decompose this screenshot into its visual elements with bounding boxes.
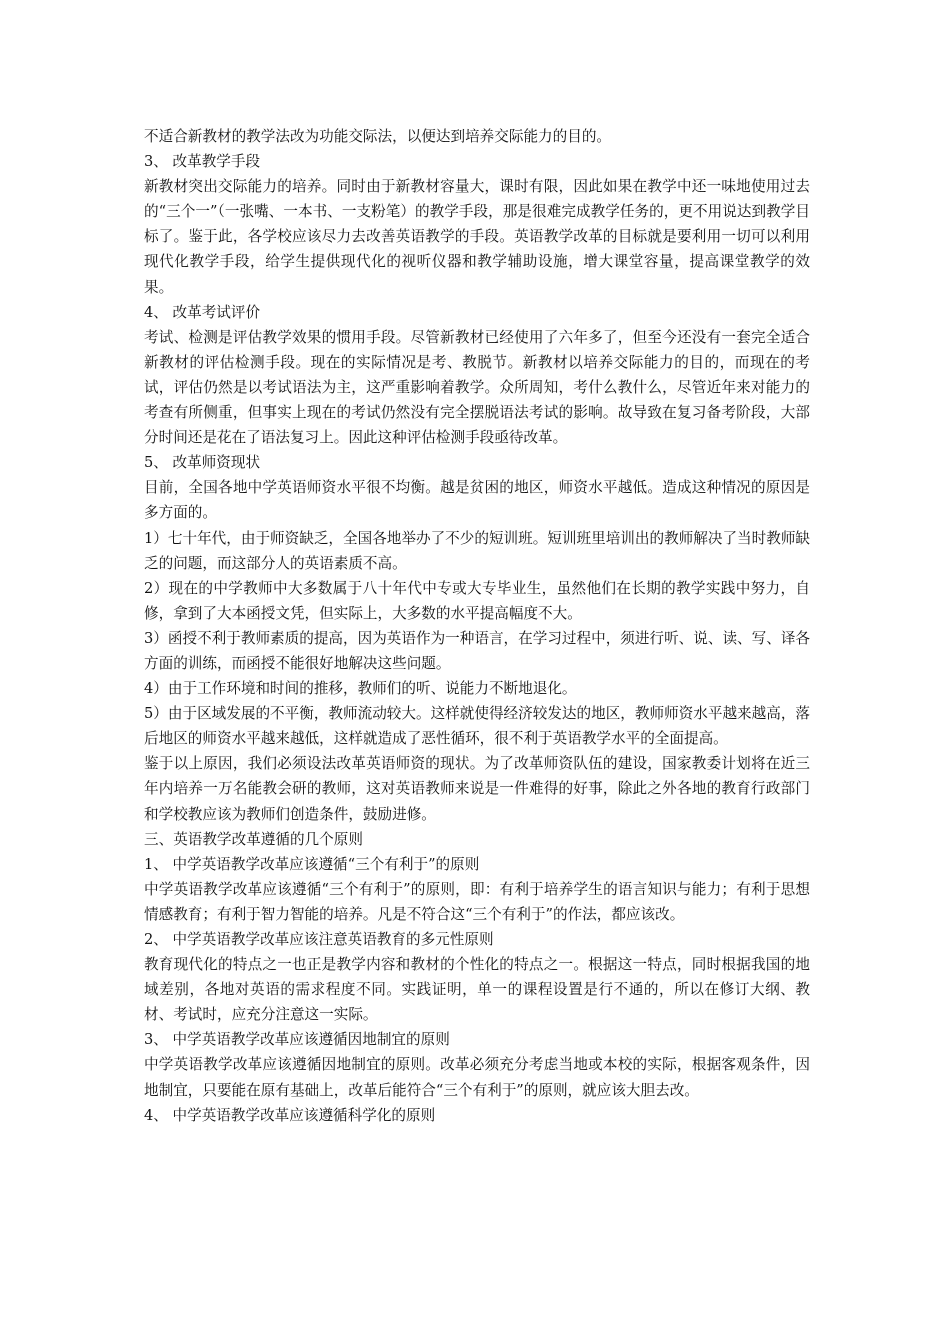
section-heading: 4、 改革考试评价 (144, 303, 261, 321)
body-paragraph: 不适合新教材的教学法改为功能交际法，以便达到培养交际能力的目的。 (144, 128, 612, 145)
body-paragraph: 1）七十年代，由于师资缺乏，全国各地举办了不少的短训班。短训班里培训出的教师解决了当时教师缺乏的问题，而这部分人的英语素质不高。 (144, 529, 811, 572)
body-paragraph: 鉴于以上原因，我们必须设法改革英语师资的现状。为了改革师资队伍的建设，国家教委计划将在近三年内培养一万名能教会研的教师，这对英语教师来说是一件难得的好事，除此之外各地的教育行政部门和学校教应该为教师们创造条件，鼓励进修。 (144, 755, 810, 823)
body-paragraph: 新教材突出交际能力的培养。同时由于新教材容量大，课时有限，因此如果在教学中还一味地使用过去的“三个一”（一张嘴、一本书、一支粉笔）的教学手段，那是很难完成教学任务的，更不用说达到教学目标了。鉴于此，各学校应该尽力去改善英语教学的手段。英语教学改革的目标就是要利用一切可以利用现代化教学手段，给学生提供现代化的视听仪器和教学辅助设施，增大课堂容量，提高课堂教学的效果。 (144, 178, 810, 296)
body-paragraph: 2）现在的中学教师中大多数属于八十年代中专或大专毕业生，虽然他们在长期的教学实践中努力，自修，拿到了大本函授文凭，但实际上，大多数的水平提高幅度不大。 (144, 579, 810, 622)
body-paragraph: 教育现代化的特点之一也正是教学内容和教材的个性化的特点之一。根据这一特点，同时根据我国的地域差别，各地对英语的需求程度不同。实践证明，单一的课程设置是行不通的，所以在修订大纲、教材、考试时，应充分注意这一实际。 (144, 956, 810, 1024)
section-heading: 1、 中学英语教学改革应该遵循“三个有利于”的原则 (144, 855, 480, 873)
section-heading: 4、 中学英语教学改革应该遵循科学化的原则 (144, 1106, 436, 1124)
section-heading: 2、 中学英语教学改革应该注意英语教育的多元性原则 (144, 931, 494, 948)
body-paragraph: 5）由于区域发展的不平衡，教师流动较大。这样就使得经济较发达的地区，教师师资水平越来越高，落后地区的师资水平越来越低，这样就造成了恶性循环，很不利于英语教学水平的全面提高。 (144, 705, 811, 748)
document-body (144, 124, 810, 1128)
section-heading: 3、 改革教学手段 (144, 153, 261, 171)
section-heading: 5、 改革师资现状 (144, 454, 261, 472)
section-heading: 3、 中学英语教学改革应该遵循因地制宜的原则 (144, 1031, 450, 1049)
body-paragraph: 考试、检测是评估教学效果的惯用手段。尽管新教材已经使用了六年多了，但至今还没有一套完全适合新教材的评估检测手段。现在的实际情况是考、教脱节。新教材以培养交际能力的目的，而现在的考试，评估仍然是以考试语法为主，这严重影响着教学。众所周知，考什么教什么，尽管近年来对能力的考查有所侧重，但事实上现在的考试仍然没有完全摆脱语法考试的影响。故导致在复习备考阶段，大部分时间还是花在了语法复习上。因此这种评估检测手段亟待改革。 (144, 328, 810, 447)
body-paragraph: 中学英语教学改革应该遵循“三个有利于”的原则，即：有利于培养学生的语言知识与能力；有利于思想情感教育；有利于智力智能的培养。凡是不符合这“三个有利于”的作法，都应该改。 (144, 880, 810, 923)
section-heading: 三、英语教学改革遵循的几个原则 (144, 830, 363, 848)
body-paragraph: 4）由于工作环境和时间的推移，教师们的听、说能力不断地退化。 (144, 680, 577, 698)
body-paragraph: 中学英语教学改革应该遵循因地制宜的原则。改革必须充分考虑当地或本校的实际，根据客观条件，因地制宜，只要能在原有基础上，改革后能符合“三个有利于”的原则，就应该大胆去改。 (144, 1056, 810, 1099)
body-paragraph: 3）函授不利于教师素质的提高，因为英语作为一种语言，在学习过程中，须进行听、说、读、写、译各方面的训练，而函授不能很好地解决这些问题。 (144, 629, 811, 672)
body-paragraph: 目前，全国各地中学英语师资水平很不均衡。越是贫困的地区，师资水平越低。造成这种情况的原因是多方面的。 (144, 479, 810, 522)
